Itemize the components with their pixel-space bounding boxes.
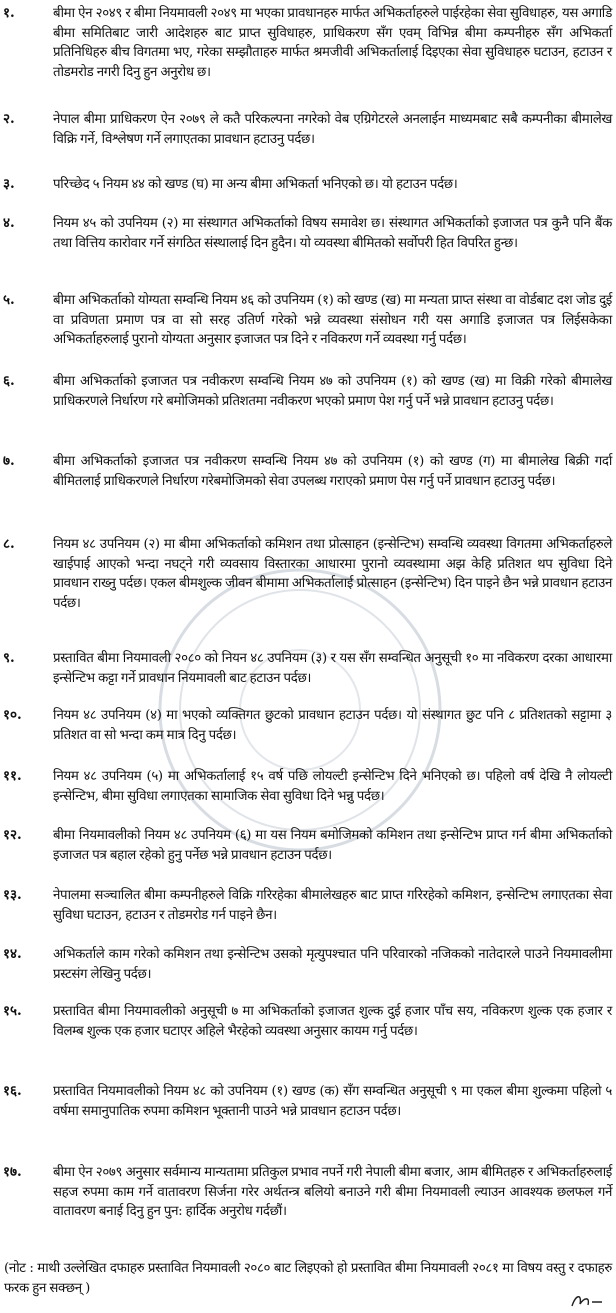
item-text: बीमा अभिकर्ताको इजाजत पत्र नवीकरण सम्वन्धि नियम ४७ को उपनियम (१) को खण्ड (ख) मा विक्री गरेको बीमालेख प्राधिकरणले निर्धारण गरे बमोजिमको प्रतिशतमा नवीकरण भएको प्रमाण पेश गर्नु पर्ने भन्ने प्रावधान हटाउनु पर्दछ। xyxy=(53,374,612,409)
list-item xyxy=(0,826,616,865)
item-number: ७. xyxy=(3,453,15,469)
item-text: परिच्छेद ५ नियम ४४ को खण्ड (घ) मा अन्य बीमा अभिकर्ता भनिएको छ। यो हटाउन पर्दछ। xyxy=(53,177,458,192)
footnote: (नोट : माथी उल्लेखित दफाहरु प्रस्तावित नियमावली २०८० बाट लिइएको हो प्रस्तावित बीमा नियमावली २०८१ मा विषय वस्तु र दफाहरु फरक हुन सक्छन् ) xyxy=(4,1261,612,1296)
list-item xyxy=(0,945,616,984)
item-number: १३. xyxy=(3,887,22,903)
list-item xyxy=(0,1163,616,1222)
item-text: प्रस्तावित नियमावलीको नियम ४८ को उपनियम (१) खण्ड (क) सँग सम्वन्धित अनुसूची ९ मा एकल बीमा शुल्कमा पहिलो ५ वर्षमा समानुपातिक रुपमा कमिशन भूक्तानी पाउने भन्ने प्रावधान हटाउन पर्दछ। xyxy=(53,1084,612,1119)
item-text: अभिकर्ताले काम गरेको कमिशन तथा इन्सेन्टिभ उसको मृत्युपश्चात पनि परिवारको नजिकको नातेदारले पाउने नियमावलीमा प्रस्टसंग लेखिनु पर्दछ। xyxy=(53,947,612,982)
list-item xyxy=(0,372,616,411)
list-item xyxy=(0,706,616,745)
item-number: ८. xyxy=(3,536,15,552)
item-text: नियम ४८ उपनियम (५) मा अभिकर्तालाई १५ वर्ष पछि लोयल्टी इन्सेन्टिभ दिने भनिएको छ। पहिलो वर्ष देखि नै लोयल्टी इन्सेन्टिभ, बीमा सुविधा लगाएतका सामाजिक सेवा सुविधा दिने भन्नु पर्दछ। xyxy=(53,769,612,804)
item-text: प्रस्तावित बीमा नियमावलीको अनुसूची ७ मा अभिकर्ताको इजाजत शुल्क दुई हजार पाँच सय, नविकरण शुल्क एक हजार र विलम्ब शुल्क एक हजार घटाएर अहिले भैरहेको व्यवस्था अनुसार कायम गर्नु पर्दछ। xyxy=(53,1004,612,1039)
list-item xyxy=(0,767,616,806)
item-number: ११. xyxy=(3,768,22,784)
item-text: नेपालमा सञ्चालित बीमा कम्पनीहरुले विक्रि गरिरहेका बीमालेखहरु बाट प्राप्त गरिरहेको कमिशन, इन्सेन्टिभ लगाएतका सेवा सुविधा घटाउन, हटाउन र तोडमरोड गर्न पाइने छैन। xyxy=(53,888,612,923)
list-item xyxy=(0,649,616,688)
item-number: १२. xyxy=(3,827,22,843)
item-number: १. xyxy=(3,5,15,21)
list-item xyxy=(0,1002,616,1041)
item-text: नियम ४८ उपनियम (४) मा भएको व्यक्तिगत छुटको प्रावधान हटाउन पर्दछ। यो संस्थागत छुट पनि ८ प्रतिशतको सट्टामा ३ प्रतिशत वा सो भन्दा कम मात्र दिनु पर्दछ। xyxy=(53,708,612,743)
item-number: ४. xyxy=(3,215,15,231)
item-text: बीमा ऐन २०७९ अनुसार सर्वमान्य मान्यतामा प्रतिकुल प्रभाव नपर्ने गरी नेपाली बीमा बजार, आम बीमितहरु र अभिकर्ताहरुलाई सहज रुपमा काम गर्ने वातावरण सिर्जना गरेर अर्थतन्त्र बलियो बनाउने गरी बीमा नियमावली ल्याउन आवश्यक छलफल गर्ने वातावरण बनाई दिनु हुन पुन: हार्दिक अनुरोध गर्दछौं। xyxy=(53,1165,612,1219)
item-number: १५. xyxy=(3,1003,22,1019)
item-text: बीमा अभिकर्ताको इजाजत पत्र नवीकरण सम्वन्धि नियम ४७ को उपनियम (१) को खण्ड (ग) मा बीमालेख बिक्री गर्दा बीमितलाई प्राधिकरणले निर्धारण गरेबमोजिमको सेवा उपलब्ध गराएको प्रमाण पेस गर्नु पर्ने प्रावधान हटाउनु पर्दछ। xyxy=(53,454,612,489)
item-number: १६. xyxy=(3,1083,22,1099)
list-item xyxy=(0,110,616,149)
list-item xyxy=(0,291,616,350)
list-item xyxy=(0,1082,616,1121)
item-number: ३. xyxy=(3,176,15,192)
item-text: नेपाल बीमा प्राधिकरण ऐन २०७९ ले कतै परिकल्पना नगरेको वेब एग्रिगेटरले अनलाईन माध्यमबाट सबै कम्पनीका बीमालेख विक्रि गर्ने, विश्लेषण गर्ने लगाएतका प्रावधान हटाउनु पर्दछ। xyxy=(53,112,612,147)
list-item xyxy=(0,452,616,491)
item-number: ९. xyxy=(3,650,15,666)
item-text: नियम ४५ को उपनियम (२) मा संस्थागत अभिकर्ताको विषय समावेश छ। संस्थागत अभिकर्ताको इजाजत पत्र कुनै पनि बैंक तथा वित्तिय कारोवार गर्ने संगठित संस्थालाई दिन हुदैन। यो व्यवस्था बीमितको सर्वोपरी हित विपरित हुन्छ। xyxy=(53,216,612,251)
item-text: बीमा ऐन २०४९ र बीमा नियमावली २०४९ मा भएका प्रावधानहरु मार्फत अभिकर्ताहरुले पाईरहेका सेवा सुविधाहरु, यस अगाडि बीमा समितिबाट जारी आदेशहरु बाट प्राप्त सुविधाहरु, प्राधिकरण सँग एवम् विभिन्न बीमा कम्पनीहरु सँग अभिकर्ता प्रतिनिधिहरु बीच विगतमा भए, गरेका सम्झौताहरु मार्फत श्रमजीवी अभिकर्तालाई दिइएका सेवा सुविधाहरु घटाउन, हटाउन र तोडमरोड नगरी दिनु हुन अनुरोध छ। xyxy=(53,6,612,80)
item-number: १४. xyxy=(3,946,22,962)
item-text: बीमा नियमावलीको नियम ४८ उपनियम (६) मा यस नियम बमोजिमको कमिशन तथा इन्सेन्टिभ प्राप्त गर्न बीमा अभिकर्ताको इजाजत पत्र बहाल रहेको हुनु पर्नेछ भन्ने प्रावधान हटाउन पर्दछ। xyxy=(53,828,612,863)
item-number: १७. xyxy=(3,1164,22,1180)
list-item xyxy=(0,175,616,195)
item-text: बीमा अभिकर्ताको योग्यता सम्वन्धि नियम ४६ को उपनियम (१) को खण्ड (ख) मा मन्यता प्राप्त संस्था वा वोर्डबाट दश जोड दुई वा प्रविणता प्रमाण पत्र वा सो सरह उतिर्ण गरेको भन्ने व्यवस्था संसोधन गरी यस अगाडि इजाजत पत्र लिईसकेका अभिकर्ताहरुलाई पुरानो योग्यता अनुसार इजाजत पत्र दिने र नविकरण गर्ने व्यवस्था गर्नु पर्दछ। xyxy=(53,293,612,347)
item-number: ६. xyxy=(3,373,15,389)
list-item xyxy=(0,886,616,925)
item-number: १०. xyxy=(3,707,22,723)
item-number: २. xyxy=(3,111,15,127)
signature-mark xyxy=(568,1290,606,1310)
item-number: ५. xyxy=(3,292,15,308)
list-item xyxy=(0,214,616,253)
item-text: नियम ४८ उपनियम (२) मा बीमा अभिकर्ताको कमिशन तथा प्रोत्साहन (इन्सेन्टिभ) सम्वन्धि व्यवस्था विगतमा अभिकर्ताहरुले खाईपाई आएको भन्दा नघट्ने गरी व्यवसाय विस्तारका आधारमा पुरानो व्यवस्थामा अझ केहि प्रतिशत थप सुविधा दिने प्रावधान राख्नु पर्दछ। एकल बीमशुल्क जीवन बीमामा अभिकर्तालाई प्रोत्साहन (इन्सेन्टिभ) दिन पाइने छैन भन्ने प्रावधान हटाउन पर्दछ। xyxy=(53,537,612,611)
list-item xyxy=(0,535,616,613)
item-text: प्रस्तावित बीमा नियमावली २०८० को नियन ४८ उपनियम (३) र यस सँग सम्वन्धित अनुसूची १० मा नविकरण दरका आधारमा इन्सेन्टिभ कट्टा गर्ने प्रावधान नियमावली बाट हटाउन पर्दछ। xyxy=(53,651,612,686)
list-item xyxy=(0,4,616,82)
